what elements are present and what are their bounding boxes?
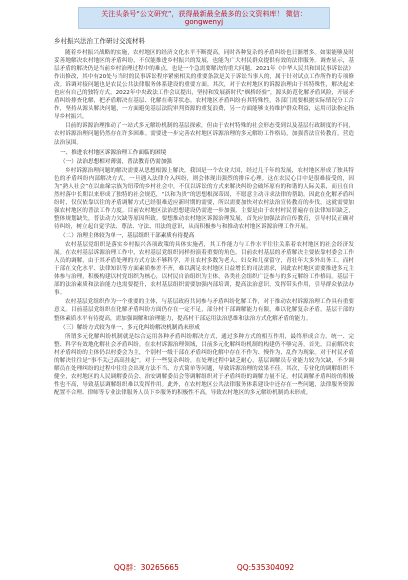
document-body xyxy=(54,37,354,398)
qq-contact-text: QQ:535304092 xyxy=(236,563,295,572)
body-paragraph: 农村基层党组织是落实乡村振兴各项政策的具体实施者，其工作能力与工作水平往往关系着农村地区的社会经济发展。在农村基层诉源治理工作中，农村基层党组织同样扮演着重要的角色。目前农村基层的矛盾解决主要依靠村委会工作人员的调解，由于其矛盾处理的方式方法不够科学，并且农村多数为老人、妇女和儿童留守，青壮年大多外出务工，而村干部在文化水平、法律知识等方面素质参差不齐，难以满足农村地区日益增长的司法需求，因此农村地区需要推进多元主体参与治理，积极构建以村党组织为核心，以村民自治组织为主体，各类社会组织广泛参与的多元解纷工作格局。基层干部的法治素质和法治能力也需要提升，农村基层组织需要加强内部培训，提高法治意识，发挥带头作用，引导群众依法办事。 xyxy=(54,242,354,297)
body-paragraph: 随着乡村振兴战略的实施，农村地区的经济文化水平不断提高，同时各种复杂的矛盾纠纷也日渐增多。如果能够及时妥善地解决农村地区的矛盾纠纷，不仅能推进乡村振兴的发展，也能为广大村民群众提供有效的法律服务。调查显示，基层矛盾的解决仍是当前乡村治理过程中的难点，也是一个急需要解决的重大问题。2021年《中华人民共和国民事诉讼法》作出修改，其中有20处与当时的民事诉讼程序紧密相关的重要条款是关于诉讼当事人的，属于针对试点工作所作的专项修改。诉调对接问题也是农民公共法律服务体系建设的重要方面。其次，对于农村地区的诉源治理由于其特殊性，解决起来也应有自己的独特方式。2022年中央政法工作会议提出，坚持和发展新时代“枫桥经验”，源头防范化解矛盾风险，开展矛盾纠纷排查化解，把矛盾解决在基层、化解在萌芽状态。农村地区矛盾纠纷有其特殊性，各部门需要根据实际情况分工合作，坚持从源头解决问题，一方面避免基层法院审判资源的重复浪费，另一方面能够支持维护群众利益，运用司法指定指导乡村振兴。 xyxy=(54,50,354,121)
section-heading: 一、推进农村地区诉源治理工作面临的困境 xyxy=(60,149,167,156)
body-paragraph: 农村基层党组织作为一个重要的主体，与基层政府共同参与矛盾纠纷化解工作，对于推动农村诉源治理工作具有重要意义。目前基层党组织在化解矛盾纠纷方面仍存在一定不足，部分村干部调解能力有限，难以化解复杂矛盾，基层干部的整体素质水平有待提高，需加强调解和治理能力，提高村干部运用法治思维和法治方式化解矛盾的能力。 xyxy=(54,299,354,322)
section-heading: （二）治理主体较为单一，基层组织干部素质有待提高 xyxy=(60,233,195,240)
body-paragraph: 乡村诉源治理问题的解决需要从思想根源上解决，我国是一个农业大国，经过几千年的发展，农村地区形成了独具特色的矛盾纠纷内部解决方式，一旦遇入法律介入纠纷，则会体现出强烈的排斥心理。这在农民心目中是很难接受的，因为“熟人社会”在以血缘宗族为纽带的乡村社会中，不仅以诉讼的方式来解决纠纷会破坏原有的和谐的人际关系，而且在自然村落中长期以来形成了独特的社会规范，“以和为贵”的思想根深蒂固，不愿意主动寻求法律的帮助。因此在化解矛盾纠纷时，仅仅依靠以往的矛盾调解方式已经很难适应新时期的需要，所以需要加快对农村法治宣传教育的步伐，这就需要加强农村地区的普法工作力度。目前农村地区法治思想建设仍需进一步加强，主要是由于农村村民普遍存在法律知识缺乏，整体规划缺失，普法动力欠缺等原因所致。要想推动农村地区诉源治理发展，首先应加强法治宣传教育，引导村民正确对待纠纷，树立起自觉学法、尊法、守法、用法的意识，从而积极参与和推动农村地区诉源治理工作开展。 xyxy=(54,167,354,230)
document-title: 乡村振兴法治工作研讨交流材料 xyxy=(54,37,145,45)
body-paragraph: 目前的诉源治理推动了一站式多元解纷机制的基层探索，但由于农村特殊的社会形态受到以及基层行政制度的不同，农村诉源治理问题仍然存在许多困难。需要进一步完善农村地区诉源治理的多元解纷工作格局，加强普法宣传教育，营造法治氛围。 xyxy=(54,123,354,146)
footer-contacts xyxy=(0,563,408,575)
promo-banner[interactable] xyxy=(78,7,330,29)
paragraph-list xyxy=(54,49,354,397)
section-heading: （一）法治思想相对薄弱，普法教育仍需加强 xyxy=(60,158,172,165)
section-heading: （三）解纷方式较为单一，多元化纠纷解决机制尚未形成 xyxy=(60,324,200,331)
promo-banner-text: 关注头条号“公文研究”，获得最新最全最多的公文资料库！ 微信：gongwenyj xyxy=(101,10,307,26)
body-paragraph: 所谓多元化解纠纷机制就是综合运用各种矛盾纠纷解决方式，通过多种方式的相互作用，最终形成合力。统一、完整、科学有效地化解社会矛盾纠纷。在农村诉源治理领域，目前多元化解纠纷机制的构建仍不够完善，首先，目前解决农村矛盾纠纷的主体仍以村委会为主，个别村一级干部在矛盾纠纷化解中存在不作为、慢作为、乱作为现象。对于村民矛盾的解决往往是“事不关己高高挂起”。对于一些复杂纠纷，在处理过程中缺乏耐心，基层调解员专业能力较为欠缺，不少调解员在处理纠纷的过程中往往会出现方法不当、方式简单等问题，导致诉源治理的效果不佳。其次，专业化的调解组织不健全，农村地区的人民调解委员会、治安调解委员会等调解组织对于矛盾纠纷的调解力量不足，村民调解矛盾纠纷的积极性也不高，导致基层调解组织难以发挥作用。此外，在农村地区公共法律服务体系建设中还存在一些问题，法律服务资源配置不合理、律师等专业法律服务人员下乡服务的积极性不高，导致农村地区的多元解纷机制尚未形成。 xyxy=(54,333,354,396)
qq-group-text: QQ群：30265665 xyxy=(113,563,179,572)
